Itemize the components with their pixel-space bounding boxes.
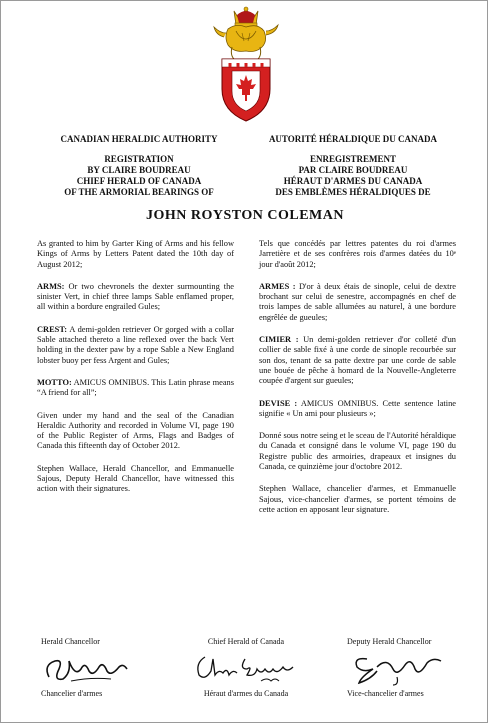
shield-icon [222, 59, 270, 121]
handwritten-signature [41, 647, 131, 687]
heraldic-authority-emblem [206, 5, 286, 127]
crest-text: A demi-golden retriever Or gorged with a collar Sable attached thereto a line reflexed over the back Vert holding in the dexter paw by a rope Sable a New England lobster buoy per fess Argent and Gules; [37, 324, 234, 365]
header-line: HÉRAUT D'ARMES DU CANADA [283, 176, 423, 186]
header-line: OF THE ARMORIAL BEARINGS OF [64, 187, 214, 197]
signature-role-fr: Chancelier d'armes [41, 689, 103, 698]
crest-label: CREST: [37, 324, 68, 334]
lion-icon [214, 25, 278, 59]
header-line: BY CLAIRE BOUDREAU [87, 165, 191, 175]
motto-text: AMICUS OMNIBUS. This Latin phrase means “A friend for all”; [37, 377, 234, 398]
arms-text: Or two chevronels the dexter surmounting the sinister Vert, in chief three lamps Sable enflamed proper, all within a bordure engrailed Gules; [37, 281, 235, 312]
french-column [259, 239, 456, 515]
header-line: PAR CLAIRE BOUDREAU [298, 165, 408, 175]
motto-paragraph-fr [259, 399, 456, 420]
arms-paragraph [37, 282, 234, 313]
arms-label-fr: ARMES : [259, 281, 296, 291]
english-column [37, 239, 234, 495]
grant-paragraph: As granted to him by Garter King of Arms and his fellow Kings of Arms by Letters Patent dated the 10th day of August 2012; [37, 239, 234, 269]
handwritten-signature [191, 647, 301, 687]
header-line: DES EMBLÈMES HÉRALDIQUES DE [275, 187, 431, 197]
header-english [39, 134, 239, 198]
motto-label-fr: DEVISE : [259, 398, 298, 408]
motto-paragraph [37, 378, 234, 399]
signature-role-fr: Héraut d'armes du Canada [203, 689, 289, 698]
recipient-name: JOHN ROYSTON COLEMAN [146, 208, 344, 223]
given-paragraph-fr: Donné sous notre seing et le sceau de l'Autorité héraldique du Canada et consigné dans le volume VI, page 190 du Registre public des armoiries, drapeaux et insignes du Canada, ce quinzième jour d'octobre 2012. [259, 431, 456, 472]
header-line: REGISTRATION [104, 154, 174, 164]
signature-role-en: Chief Herald of Canada [207, 637, 285, 646]
motto-text-fr: AMICUS OMNIBUS. Cette sentence latine signifie « Un ami pour plusieurs »; [259, 398, 456, 418]
signature-block-chief-herald [181, 637, 311, 698]
crest-paragraph [37, 325, 234, 366]
arms-paragraph-fr [259, 282, 456, 323]
authority-name-en: CANADIAN HERALDIC AUTHORITY [60, 134, 218, 144]
arms-label: ARMS: [37, 281, 65, 291]
header-french [253, 134, 453, 198]
crest-text-fr: Un demi-golden retriever d'or colleté d'un collier de sable fixé à une corde de sinople recourbée sur son dos, tenant de sa patte dextre par une corde de sable une bouée de pêche à homard de la Nouvelle-Angleterre coupée d'argent sur gueules; [259, 335, 456, 386]
given-paragraph: Given under my hand and the seal of the Canadian Heraldic Authority and recorded in Volume VI, page 190 of the Public Register of Arms, Flags and Badges of Canada this fifteenth day of October 2012. [37, 410, 234, 451]
handwritten-signature [347, 647, 447, 687]
crest-label-fr: CIMIER : [259, 335, 299, 345]
arms-text-fr: D'or à deux étais de sinople, celui de dextre brochant sur celui de senestre, accompagnés en chef de trois lampes de sable allumées au naturel, à une bordure engrêlée de gueules; [259, 281, 456, 322]
signature-role-en: Deputy Herald Chancellor [347, 637, 432, 646]
signature-role-en: Herald Chancellor [41, 637, 100, 646]
witness-paragraph: Stephen Wallace, Herald Chancellor, and Emmanuelle Sajous, Deputy Herald Chancellor, have witnessed this action with their signatures. [37, 463, 234, 494]
header-line: ENREGISTREMENT [309, 154, 397, 164]
header-line: CHIEF HERALD OF CANADA [76, 176, 202, 186]
signature-block-deputy-herald-chancellor [347, 637, 488, 698]
grant-paragraph-fr: Tels que concédés par lettres patentes du roi d'armes Jarretière et de ses confrères rois d'armes datées du 10ᵉ jour d'août 2012; [259, 239, 456, 269]
crown-icon [234, 7, 258, 27]
witness-paragraph-fr: Stephen Wallace, chancelier d'armes, et Emmanuelle Sajous, vice-chancelier d'armes, se portent témoins de cette action en apposant leur signature. [259, 484, 456, 514]
authority-name-fr: AUTORITÉ HÉRALDIQUE DU CANADA [268, 134, 438, 144]
crest-paragraph-fr [259, 335, 456, 386]
motto-label: MOTTO: [37, 377, 72, 387]
signature-block-herald-chancellor [41, 637, 191, 698]
signature-role-fr: Vice-chancelier d'armes [347, 689, 424, 698]
